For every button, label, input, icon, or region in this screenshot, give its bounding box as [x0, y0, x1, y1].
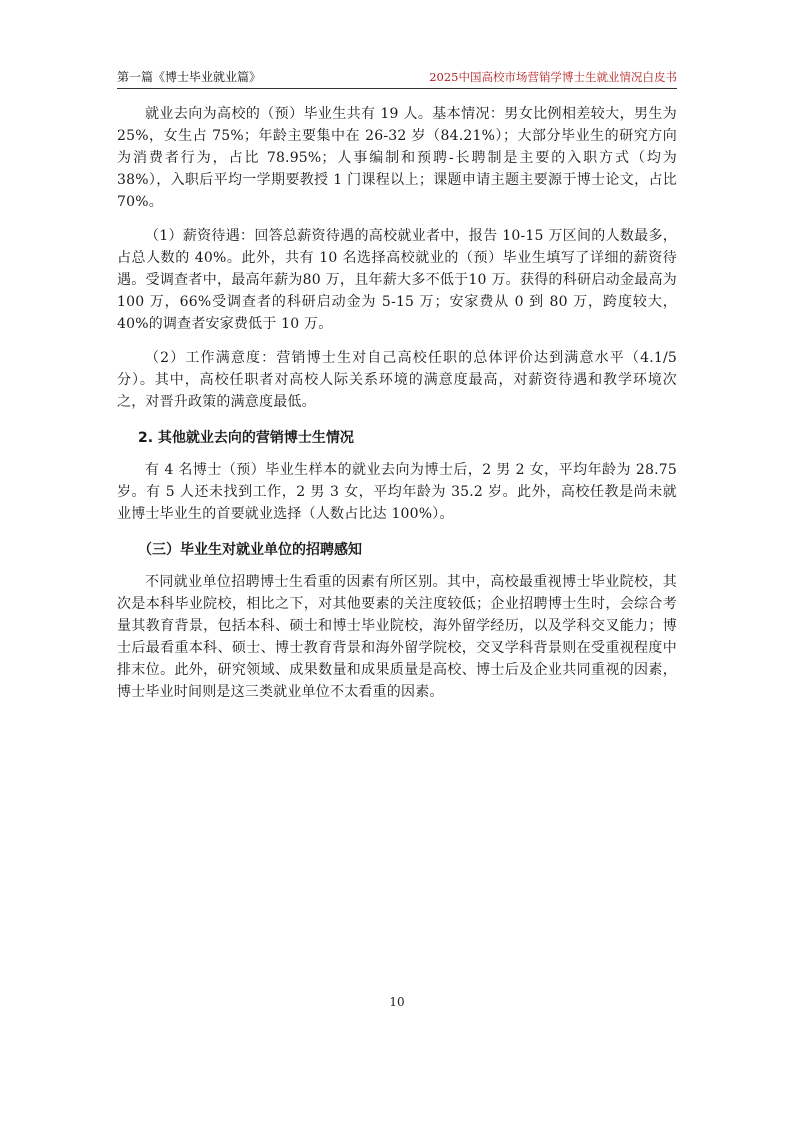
header-chapter-title: 第一篇《博士毕业就业篇》: [117, 70, 262, 84]
paragraph-satisfaction: （2）工作满意度：营销博士生对自己高校任职的总体评价达到满意水平（4.1/5 分）。其中，高校任职者对高校人际关系环境的满意度最高，对薪资待遇和教学环境次之，对晋升政策的满意度最低。: [117, 350, 677, 410]
paragraph-salary: （1）薪资待遇：回答总薪资待遇的高校就业者中，报告 10-15 万区间的人数最多，占总人数的 40%。此外，共有 10 名选择高校就业的（预）毕业生填写了详细的薪资待遇。受调查者中，最高年薪为80 万，且年薪大多不低于10 万。获得的科研启动金最高为 100 万，66%受调查者的科研启动金为 5-15 万；安家费从 0 到 80 万，跨度较大，40%的调查者安家费低于 10 万。: [117, 228, 677, 332]
paragraph-other-destinations: 有 4 名博士（预）毕业生样本的就业去向为博士后，2 男 2 女，平均年龄为 28.75 岁。有 5 人还未找到工作，2 男 3 女，平均年龄为 35.2 岁。此外，高校任教是尚未就业博士毕业生的首要就业选择（人数占比达 100%）。: [117, 462, 677, 522]
paragraph-recruitment: 不同就业单位招聘博士生看重的因素有所区别。其中，高校最重视博士毕业院校，其次是本科毕业院校，相比之下，对其他要素的关注度较低；企业招聘博士生时，会综合考量其教育背景，包括本科、硕士和博士毕业院校，海外留学经历，以及学科交叉能力；博士后最看重本科、硕士、博士教育背景和海外留学院校，交叉学科背景则在受重视程度中排末位。此外，研究领域、成果数量和成果质量是高校、博士后及企业共同重视的因素，博士毕业时间则是这三类就业单位不太看重的因素。: [117, 574, 677, 700]
page-body: [117, 103, 677, 703]
section-heading-other-destinations: 2. 其他就业去向的营销博士生情况: [138, 430, 354, 446]
header-document-title: 2025中国高校市场营销学博士生就业情况白皮书: [429, 70, 677, 84]
page-header: [117, 68, 677, 89]
page-number: 10: [389, 995, 405, 1009]
paragraph-university-overview: 就业去向为高校的（预）毕业生共有 19 人。基本情况：男女比例相差较大，男生为 25%，女生占 75%；年龄主要集中在 26-32 岁（84.21%）；大部分毕业生的研究方向为消费者行为，占比 78.95%；人事编制和预聘-长聘制是主要的入职方式（均为 38%），入职后平均一学期要教授 1 门课程以上；课题申请主题主要源于博士论文，占比 70%。: [117, 106, 677, 210]
section-heading-recruitment: （三）毕业生对就业单位的招聘感知: [138, 542, 362, 558]
